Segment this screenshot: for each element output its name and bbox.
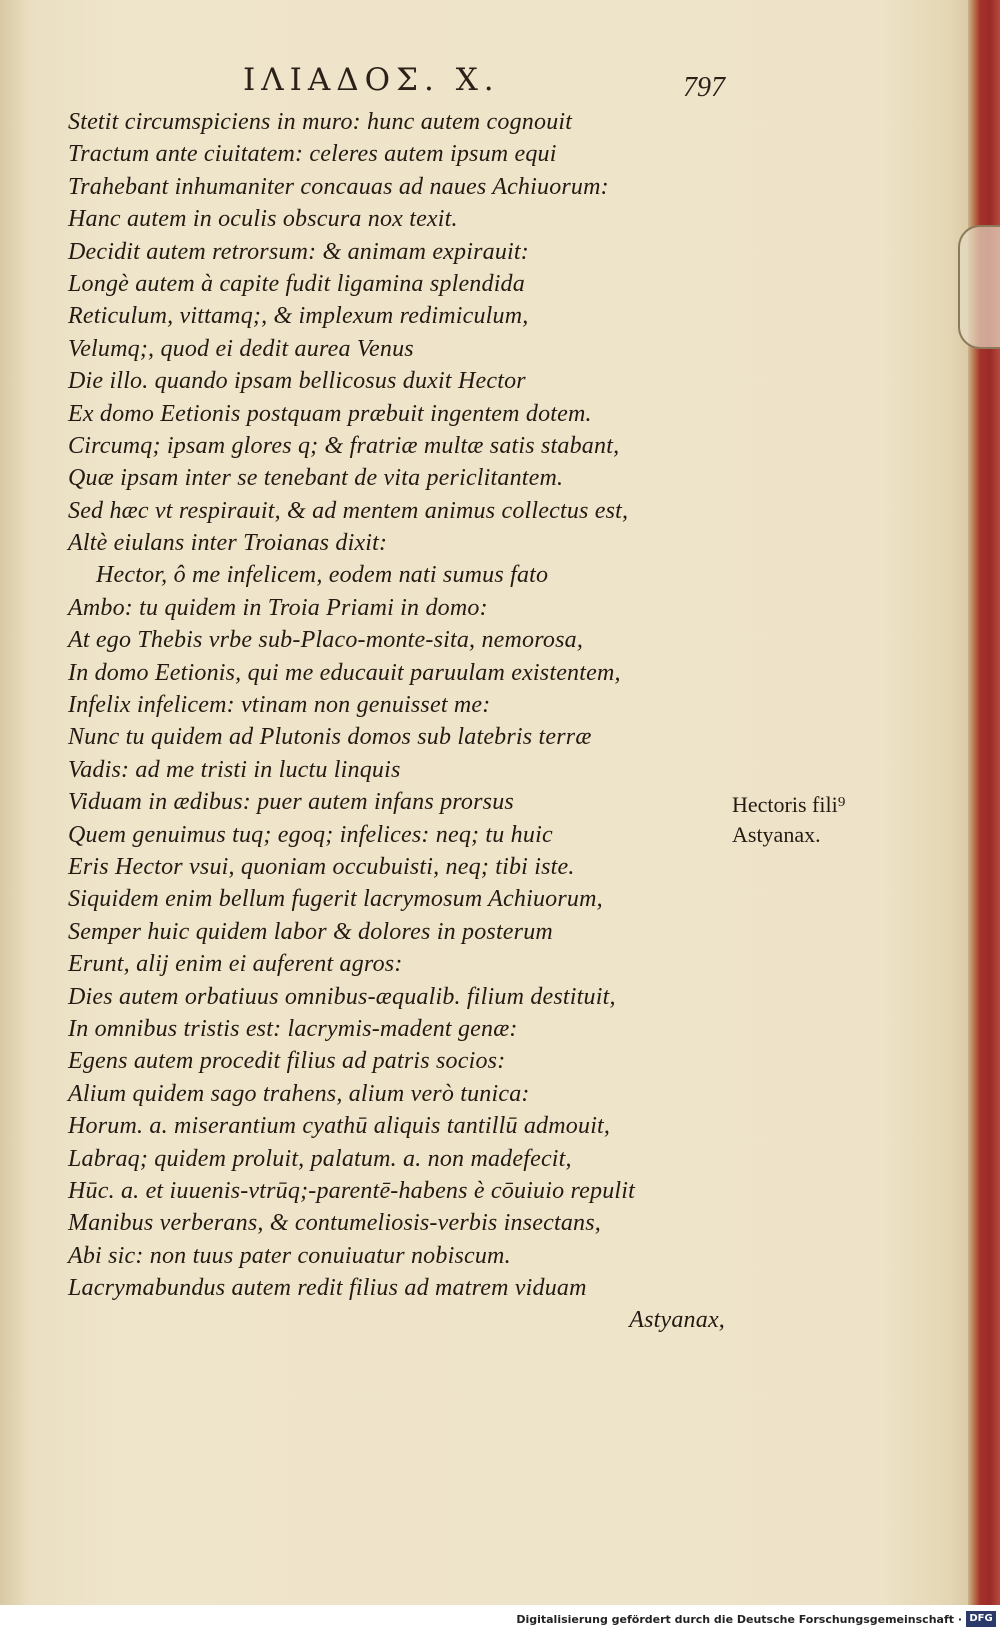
marginal-note-line: Hectoris fili⁹ xyxy=(732,792,846,817)
running-head: ΙΛΙΑΔΟΣ. Χ. xyxy=(243,62,500,98)
page-number: 797 xyxy=(683,72,725,103)
verse-line: At ego Thebis vrbe sub-Placo-monte-sita, nemorosa, xyxy=(68,627,584,654)
footer-credit: Digitalisierung gefördert durch die Deutsche Forschungsgemeinschaft · xyxy=(516,1613,962,1626)
verse-line: Eris Hector vsui, quoniam occubuisti, neq; tibi iste. xyxy=(68,853,575,880)
dfg-logo-icon: DFG xyxy=(966,1611,996,1627)
verse-line: In domo Eetionis, qui me educauit paruulam existentem, xyxy=(68,659,621,686)
clip-mark xyxy=(958,225,1000,349)
verse-line: In omnibus tristis est: lacrymis-madent genæ: xyxy=(68,1015,518,1042)
verse-line: Semper huic quidem labor & dolores in posterum xyxy=(68,918,553,945)
verse-line: Stetit circumspiciens in muro: hunc autem cognouit xyxy=(68,109,573,135)
verse-line: Siquidem enim bellum fugerit lacrymosum Achiuorum, xyxy=(68,886,603,913)
verse-line: Lacrymabundus autem redit filius ad matrem viduam xyxy=(68,1275,587,1302)
verse-line: Horum. a. miserantium cyathū aliquis tantillū admouit, xyxy=(68,1113,611,1140)
verse-line: Alium quidem sago trahens, alium verò tunica: xyxy=(68,1080,530,1107)
verse-line: Hūc. a. et iuuenis-vtrūq;-parentē-habens è cōuiuio repulit xyxy=(68,1177,636,1204)
verse-line: Reticulum, vittamq;, & implexum redimiculum, xyxy=(68,303,529,330)
verse-line: Trahebant inhumaniter concauas ad naues Achiuorum: xyxy=(68,173,609,200)
verse-line: Ambo: tu quidem in Troia Priami in domo: xyxy=(68,594,488,621)
verse-text xyxy=(68,106,733,1337)
verse-line: Labraq; quidem proluit, palatum. a. non madefecit, xyxy=(68,1145,572,1172)
verse-line: Die illo. quando ipsam bellicosus duxit Hector xyxy=(68,368,526,395)
verse-line: Circumq; ipsam glores q; & fratriæ multæ satis stabant, xyxy=(68,432,620,459)
verse-line: Infelix infelicem: vtinam non genuisset me: xyxy=(68,692,491,719)
footer-bar xyxy=(0,1605,1000,1635)
verse-line: Sed hæc vt respirauit, & ad mentem animus collectus est, xyxy=(68,497,629,524)
verse-line: Viduam in ædibus: puer autem infans prorsus xyxy=(68,789,514,816)
verse-line: Quem genuimus tuq; egoq; infelices: neq; tu huic xyxy=(68,821,553,848)
catchword: Astyanax, xyxy=(629,1307,725,1334)
verse-line: Dies autem orbatiuus omnibus-æqualib. filium destituit, xyxy=(68,983,616,1010)
verse-line: Tractum ante ciuitatem: celeres autem ipsum equi xyxy=(68,141,557,168)
verse-line: Manibus verberans, & contumeliosis-verbis insectans, xyxy=(68,1210,601,1237)
verse-line: Erunt, alij enim ei auferent agros: xyxy=(68,951,403,978)
verse-line: Egens autem procedit filius ad patris socios: xyxy=(68,1048,506,1075)
verse-line: Quæ ipsam inter se tenebant de vita periclitantem. xyxy=(68,465,564,492)
verse-line: Decidit autem retrorsum: & animam expirauit: xyxy=(68,238,529,265)
verse-line: Hanc autem in oculis obscura nox texit. xyxy=(68,206,458,233)
verse-line: Abi sic: non tuus pater conuiuatur nobiscum. xyxy=(68,1242,511,1269)
verse-line: Nunc tu quidem ad Plutonis domos sub latebris terræ xyxy=(68,724,592,751)
verse-line: Hector, ô me infelicem, eodem nati sumus fato xyxy=(96,562,549,589)
verse-line: Altè eiulans inter Troianas dixit: xyxy=(68,530,388,557)
verse-line: Velumq;, quod ei dedit aurea Venus xyxy=(68,335,414,362)
verse-line: Vadis: ad me tristi in luctu linquis xyxy=(68,756,401,783)
marginal-note xyxy=(732,790,845,850)
verse-line: Longè autem à capite fudit ligamina splendida xyxy=(68,270,525,297)
marginal-note-line: Astyanax. xyxy=(732,822,821,847)
verse-line: Ex domo Eetionis postquam præbuit ingentem dotem. xyxy=(68,400,592,427)
